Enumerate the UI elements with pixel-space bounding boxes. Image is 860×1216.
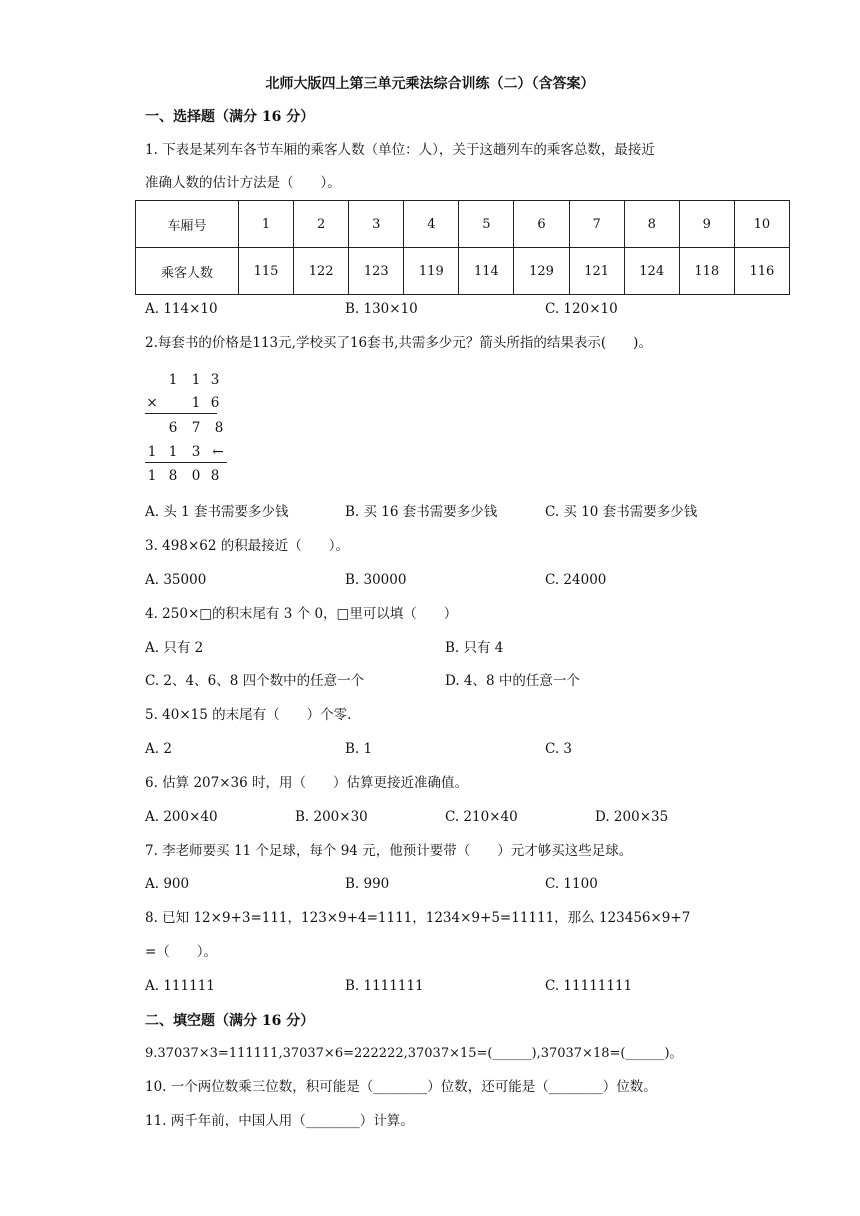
q7-option-b[interactable]: B. 990 xyxy=(345,876,390,892)
calc-digit: 1 xyxy=(191,395,201,411)
table-cell: 10 xyxy=(734,201,789,248)
table-cell: 9 xyxy=(679,201,734,248)
calc-digit: 1 xyxy=(147,468,157,484)
table-cell: 7 xyxy=(569,201,624,248)
table-cell: 119 xyxy=(404,248,459,295)
q7-option-a[interactable]: A. 900 xyxy=(145,876,190,892)
calc-digit: 7 xyxy=(191,420,201,436)
calc-digit: 1 xyxy=(168,372,178,388)
question-1-text-cont: 准确人数的估计方法是（ ）。 xyxy=(145,175,341,191)
q3-option-b[interactable]: B. 30000 xyxy=(345,572,407,588)
q4-option-a[interactable]: A. 只有 2 xyxy=(145,640,204,656)
table-cell: 1 xyxy=(239,201,294,248)
table-cell: 124 xyxy=(624,248,679,295)
table-cell: 116 xyxy=(734,248,789,295)
question-8-text: 8. 已知 12×9+3=111，123×9+4=1111，1234×9+5=11111，那么 123456×9+7 xyxy=(145,910,691,926)
q2-option-a[interactable]: A. 头 1 套书需要多少钱 xyxy=(145,504,289,520)
q1-option-c[interactable]: C. 120×10 xyxy=(545,301,618,317)
table-row xyxy=(136,248,790,295)
table-cell: 5 xyxy=(459,201,514,248)
q8-option-a[interactable]: A. 111111 xyxy=(145,978,215,994)
table-cell: 121 xyxy=(569,248,624,295)
q1-option-b[interactable]: B. 130×10 xyxy=(345,301,418,317)
calc-digit: 8 xyxy=(168,468,178,484)
calc-digit: 0 xyxy=(191,468,201,484)
section-heading-choice: 一、选择题（满分 16 分） xyxy=(145,109,315,125)
q4-option-c[interactable]: C. 2、4、6、8 四个数中的任意一个 xyxy=(145,673,365,689)
calc-digit: 1 xyxy=(191,372,201,388)
table-cell: 6 xyxy=(514,201,569,248)
table-cell: 4 xyxy=(404,201,459,248)
table-cell: 129 xyxy=(514,248,569,295)
q2-option-b[interactable]: B. 买 16 套书需要多少钱 xyxy=(345,504,498,520)
passenger-table xyxy=(135,200,790,295)
question-3-text: 3. 498×62 的积最接近（ ）。 xyxy=(145,538,349,554)
q3-option-c[interactable]: C. 24000 xyxy=(545,572,607,588)
calc-digit: 8 xyxy=(210,468,220,484)
question-5-text: 5. 40×15 的末尾有（ ）个零. xyxy=(145,707,352,723)
q6-option-d[interactable]: D. 200×35 xyxy=(595,809,669,825)
q2-option-c[interactable]: C. 买 10 套书需要多少钱 xyxy=(545,504,698,520)
calc-digit: 1 xyxy=(147,444,157,460)
q5-option-b[interactable]: B. 1 xyxy=(345,741,373,757)
table-cell: 115 xyxy=(239,248,294,295)
table-cell: 118 xyxy=(679,248,734,295)
q5-option-a[interactable]: A. 2 xyxy=(145,741,172,757)
q6-option-b[interactable]: B. 200×30 xyxy=(295,809,368,825)
calc-rule xyxy=(145,462,227,463)
q6-option-a[interactable]: A. 200×40 xyxy=(145,809,218,825)
multiply-sign: × xyxy=(146,395,158,411)
q1-option-a[interactable]: A. 114×10 xyxy=(145,301,218,317)
calc-rule xyxy=(145,413,217,414)
table-cell: 8 xyxy=(624,201,679,248)
calc-digit: 1 xyxy=(168,444,178,460)
table-cell: 122 xyxy=(294,248,349,295)
q5-option-c[interactable]: C. 3 xyxy=(545,741,573,757)
question-7-text: 7. 李老师要买 11 个足球，每个 94 元，他预计要带（ ）元才够买这些足球。 xyxy=(145,843,633,859)
left-arrow-icon: ← xyxy=(212,444,224,460)
question-4-text: 4. 250×□的积末尾有 3 个 0，□里可以填（ ） xyxy=(145,606,458,622)
q7-option-c[interactable]: C. 1100 xyxy=(545,876,598,892)
table-cell: 2 xyxy=(294,201,349,248)
calc-digit: 6 xyxy=(210,395,220,411)
table-cell: 114 xyxy=(459,248,514,295)
table-cell: 3 xyxy=(349,201,404,248)
question-9-text: 9.37037×3=111111,37037×6=222222,37037×15=(______),37037×18=(______)。 xyxy=(145,1046,683,1061)
question-1-text: 1. 下表是某列车各节车厢的乘客人数（单位：人），关于这趟列车的乘客总数，最接近 xyxy=(145,142,655,158)
q6-option-c[interactable]: C. 210×40 xyxy=(445,809,518,825)
question-10-text: 10. 一个两位数乘三位数，积可能是（________）位数，还可能是（________）位数。 xyxy=(145,1079,657,1095)
table-header-cell: 乘客人数 xyxy=(136,248,239,295)
calc-digit: 6 xyxy=(168,420,178,436)
table-cell: 123 xyxy=(349,248,404,295)
q3-option-a[interactable]: A. 35000 xyxy=(145,572,207,588)
question-11-text: 11. 两千年前，中国人用（________）计算。 xyxy=(145,1113,414,1129)
table-header-cell: 车厢号 xyxy=(136,201,239,248)
q4-option-d[interactable]: D. 4、8 中的任意一个 xyxy=(445,673,580,689)
q4-option-b[interactable]: B. 只有 4 xyxy=(445,640,504,656)
q8-option-b[interactable]: B. 1111111 xyxy=(345,978,424,994)
q8-option-c[interactable]: C. 11111111 xyxy=(545,978,633,994)
question-6-text: 6. 估算 207×36 时，用（ ）估算更接近准确值。 xyxy=(145,775,469,791)
page-title: 北师大版四上第三单元乘法综合训练（二）（含答案） xyxy=(265,76,595,92)
section-heading-fill: 二、填空题（满分 16 分） xyxy=(145,1013,315,1029)
calc-digit: 3 xyxy=(191,444,201,460)
calc-digit: 8 xyxy=(214,420,224,436)
question-8-text-cont: =（ ）。 xyxy=(145,944,218,960)
calc-digit: 3 xyxy=(210,372,220,388)
table-row xyxy=(136,201,790,248)
question-2-text: 2.每套书的价格是113元,学校买了16套书,共需多少元？箭头所指的结果表示( )。 xyxy=(145,335,652,351)
